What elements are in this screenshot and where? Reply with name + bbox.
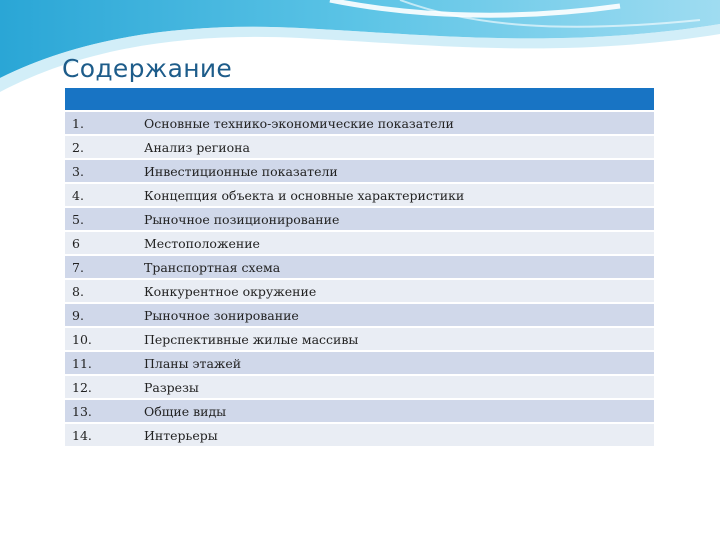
toc-item-label: Инвестиционные показатели <box>144 163 338 179</box>
toc-row <box>65 232 654 254</box>
toc-item-label: Общие виды <box>144 403 227 419</box>
toc-row <box>65 352 654 374</box>
toc-row <box>65 280 654 302</box>
toc-row <box>65 112 654 134</box>
toc-item-number: 13. <box>72 403 92 419</box>
toc-item-number: 4. <box>72 187 84 203</box>
toc-row <box>65 376 654 398</box>
slide-title: Содержание <box>62 54 233 83</box>
toc-item-label: Рыночное позиционирование <box>144 211 340 227</box>
toc-item-label: Перспективные жилые массивы <box>144 331 359 347</box>
toc-item-number: 12. <box>72 379 92 395</box>
toc-item-number: 7. <box>72 259 84 275</box>
toc-item-number: 14. <box>72 427 92 443</box>
toc-item-label: Конкурентное окружение <box>144 283 317 299</box>
toc-row <box>65 400 654 422</box>
toc-item-number: 11. <box>72 355 92 371</box>
toc-item-label: Концепция объекта и основные характеристики <box>144 187 465 203</box>
toc-item-number: 10. <box>72 331 92 347</box>
toc-item-number: 2. <box>72 139 84 155</box>
table-of-contents <box>65 88 654 448</box>
toc-item-label: Анализ региона <box>144 139 250 155</box>
toc-item-number: 9. <box>72 307 84 323</box>
toc-item-number: 6 <box>72 235 80 251</box>
toc-row <box>65 184 654 206</box>
toc-item-label: Основные технико-экономические показатели <box>144 115 454 131</box>
toc-row <box>65 328 654 350</box>
toc-item-label: Местоположение <box>144 235 260 251</box>
toc-item-number: 5. <box>72 211 84 227</box>
toc-item-label: Планы этажей <box>144 355 242 371</box>
toc-item-label: Разрезы <box>144 379 199 395</box>
toc-row <box>65 160 654 182</box>
toc-item-number: 3. <box>72 163 84 179</box>
toc-item-label: Транспортная схема <box>144 259 281 275</box>
toc-item-label: Рыночное зонирование <box>144 307 299 323</box>
toc-row <box>65 136 654 158</box>
toc-header-bar <box>65 88 654 110</box>
toc-row <box>65 208 654 230</box>
toc-row <box>65 424 654 446</box>
toc-row <box>65 256 654 278</box>
toc-item-label: Интерьеры <box>144 427 218 443</box>
toc-item-number: 8. <box>72 283 84 299</box>
toc-item-number: 1. <box>72 115 84 131</box>
toc-row <box>65 304 654 326</box>
